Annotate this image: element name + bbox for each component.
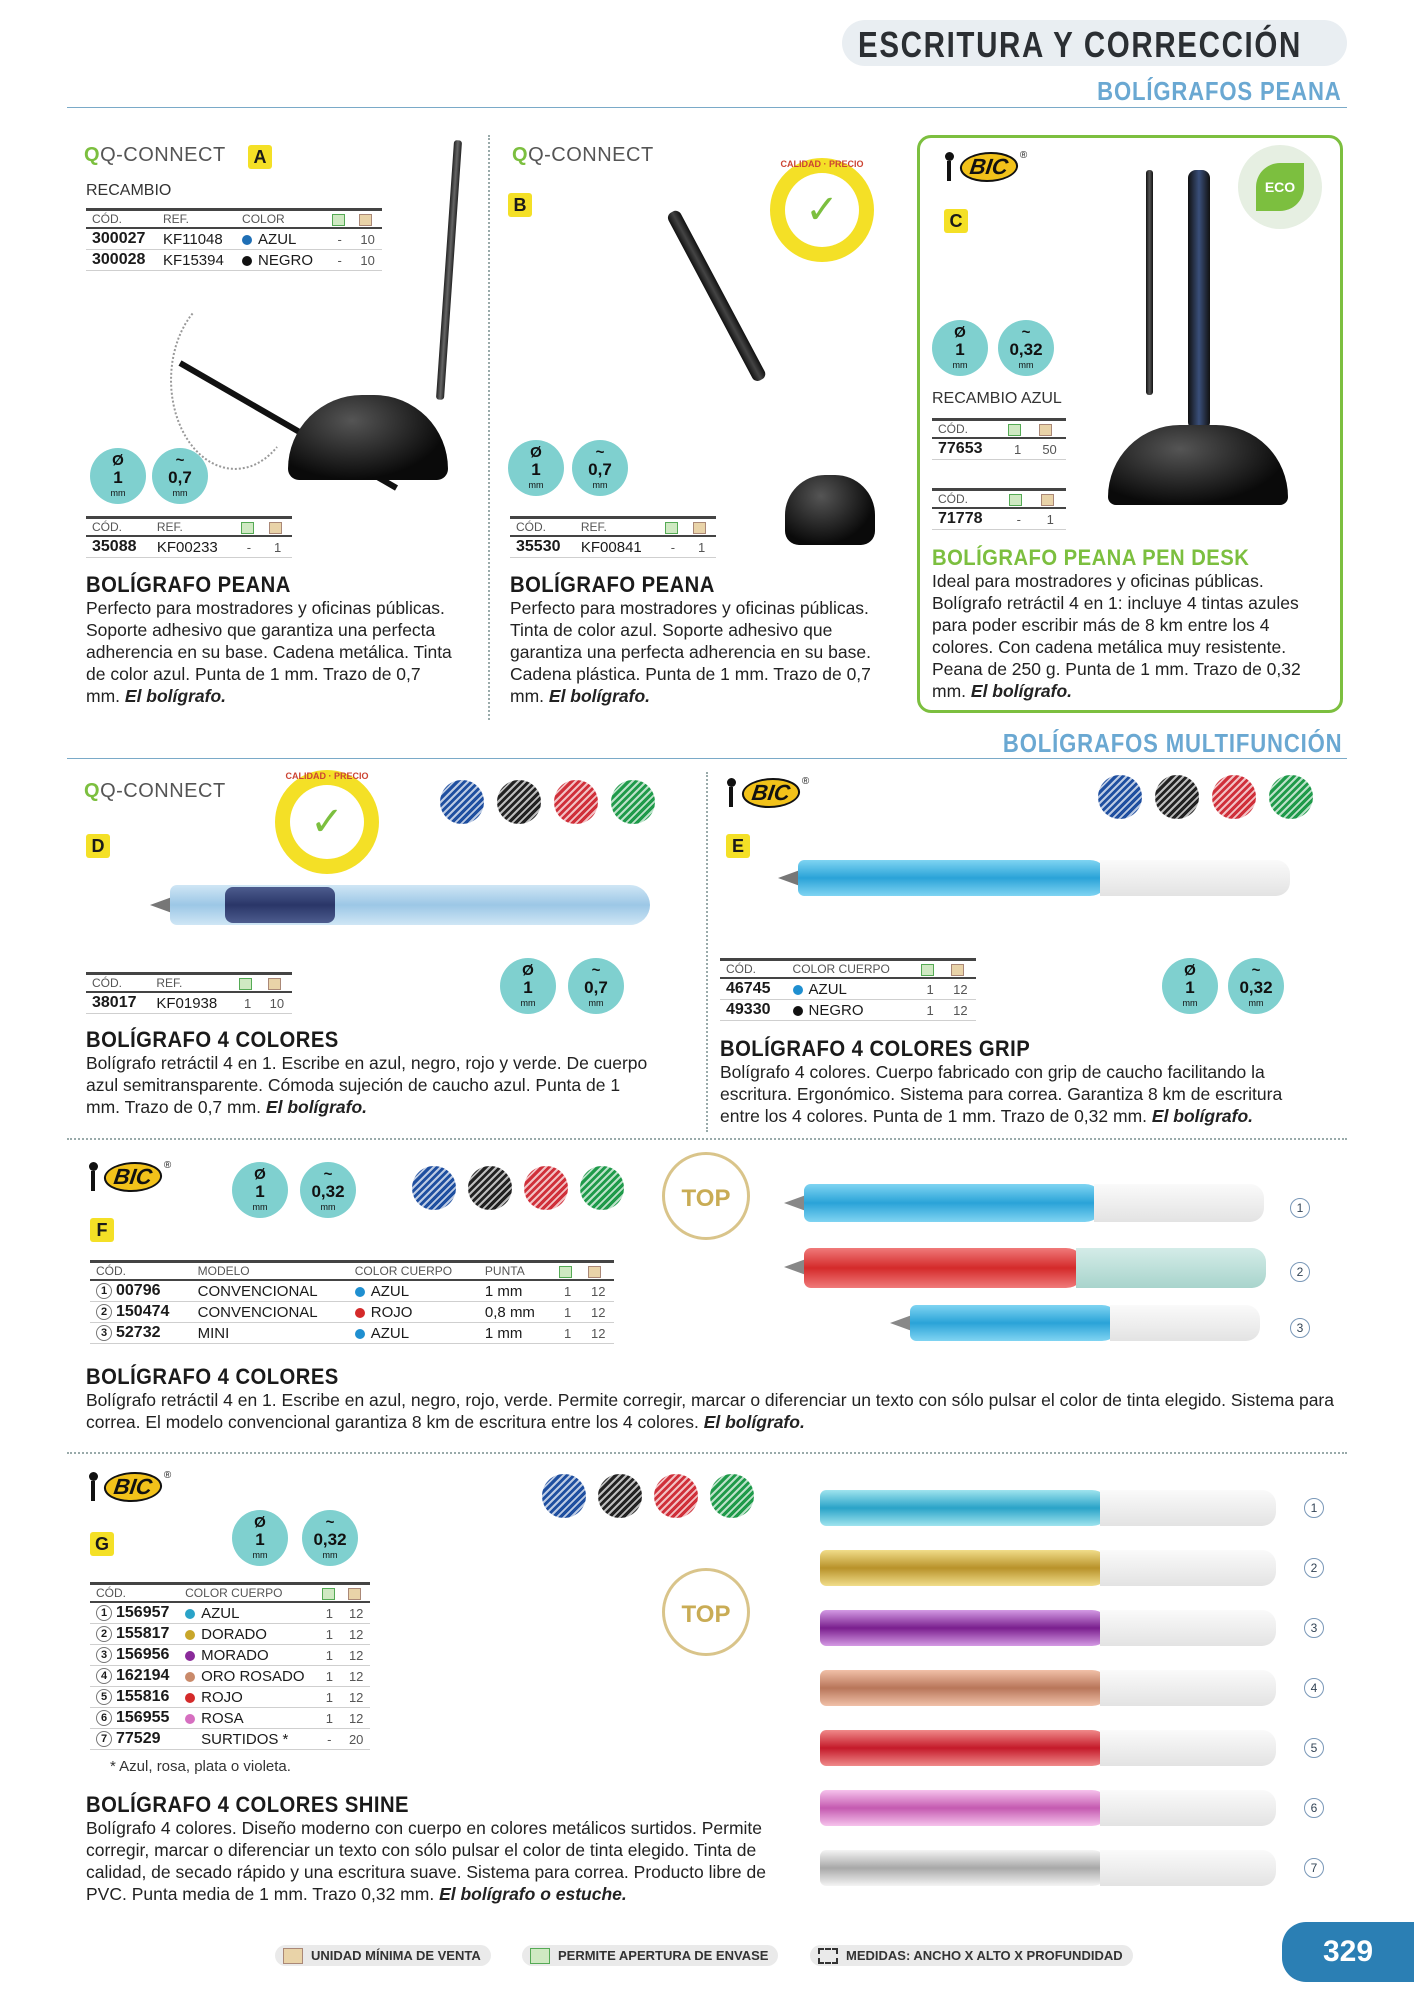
box-icon [283, 1948, 303, 1964]
table-row: 49330 NEGRO 1 12 [720, 1000, 976, 1021]
table-row: 38017 KF01938 1 10 [86, 992, 292, 1014]
pen-number: 2 [1304, 1558, 1324, 1578]
table-row: 46745 AZUL 1 12 [720, 978, 976, 1000]
ink-swatch-red [554, 780, 598, 824]
pen-f3-image [910, 1305, 1120, 1341]
color-dot [242, 235, 252, 245]
ink-swatch-red [654, 1474, 698, 1518]
pen-number: 3 [1290, 1318, 1310, 1338]
pen-number: 2 [1290, 1262, 1310, 1282]
pen-clicker [1100, 1730, 1276, 1766]
point-badge: Ø 1 mm [500, 958, 556, 1014]
product-letter-d: D [86, 834, 110, 858]
point-icon: Ø [112, 452, 124, 469]
pen-number: 1 [1290, 1198, 1310, 1218]
bic-boy-icon [940, 152, 958, 182]
brand-bic: BIC ® [940, 150, 1027, 184]
product-desc-f: Bolígrafo retráctil 4 en 1. Escribe en azul, negro, rojo, verde. Permite corregir, marcar o diferenciar un texto con sólo pulsar el color de tinta elegido. Sistema para correa. El modelo convencional garantiza 8 km de escritura entre los 4 colores. El bolígrafo. [86, 1390, 1334, 1432]
footer-legend-unidad: UNIDAD MÍNIMA DE VENTA [275, 1945, 491, 1966]
recambio-table: CÓD. 77653 1 50 [932, 418, 1066, 460]
pen-tip [778, 870, 800, 886]
footer-legend-apertura: PERMITE APERTURA DE ENVASE [522, 1945, 778, 1966]
product-table-b: CÓD. REF. 35530 KF00841 - 1 [510, 516, 716, 558]
brand-qconnect: QQ-CONNECT [84, 144, 226, 166]
open-pack-icon [241, 522, 254, 534]
calidad-precio-seal: ✓ CALIDAD · PRECIO [275, 770, 379, 874]
brand-bic: BIC ® [84, 1160, 171, 1194]
refill-image [436, 140, 462, 400]
refill-image [1146, 170, 1153, 395]
stroke-icon: ~ [175, 452, 185, 469]
pen-base-image [288, 395, 448, 480]
stroke-badge: ~ 0,32 mm [300, 1162, 356, 1218]
check-icon: ✓ [785, 173, 859, 247]
ink-swatch-black [1155, 775, 1199, 819]
table-row: 35088 KF00233 - 1 [86, 536, 292, 558]
pen-g4-image [820, 1670, 1110, 1706]
point-badge: Ø 1 mm [1162, 958, 1218, 1014]
table-row: 3 156956 MORADO 1 12 [90, 1645, 370, 1666]
pen-f2-image [804, 1248, 1086, 1288]
ink-swatch-black [598, 1474, 642, 1518]
pen-g6-image [820, 1790, 1110, 1826]
product-table-a: CÓD. REF. 35088 KF00233 - 1 [86, 516, 292, 558]
point-badge: Ø 1 mm [232, 1162, 288, 1218]
open-pack-icon [332, 214, 345, 226]
pen-tip [150, 897, 172, 913]
brand-qconnect: QQ-CONNECT [512, 144, 654, 166]
pen-clicker [1076, 1248, 1266, 1288]
ink-swatch-blue [440, 780, 484, 824]
divider [67, 1452, 1347, 1454]
product-table-c: CÓD. 71778 - 1 [932, 488, 1066, 530]
check-icon: ✓ [290, 785, 364, 859]
recambio-table [86, 208, 382, 271]
dimensions-icon [818, 1948, 838, 1964]
product-title-e: BOLÍGRAFO 4 COLORES GRIP [720, 1036, 1031, 1061]
pen-g7-image [820, 1850, 1110, 1886]
product-letter-c: C [944, 209, 968, 233]
pen-clicker [1100, 1790, 1276, 1826]
point-badge: Ø 1 mm [232, 1510, 288, 1566]
pen-number: 7 [1304, 1858, 1324, 1878]
table-row: 2 155817 DORADO 1 12 [90, 1624, 370, 1645]
point-badge: Ø 1 mm [90, 448, 146, 504]
table-row: 7 77529 SURTIDOS * - 20 [90, 1729, 370, 1750]
pen-image [1188, 170, 1210, 430]
pen-base-image [785, 475, 875, 545]
table-row: 300028 KF15394 NEGRO - 10 [86, 250, 382, 271]
product-letter-g: G [90, 1532, 114, 1556]
pen-clicker [1094, 1184, 1264, 1222]
brand-name: Q-CONNECT [100, 144, 226, 166]
product-letter-b: B [508, 193, 532, 217]
col-ref: REF. [157, 210, 236, 229]
table-row: 35530 KF00841 - 1 [510, 536, 716, 558]
pen-f1-image [804, 1184, 1104, 1222]
rubber-grip [225, 887, 335, 923]
pen-clicker [1110, 1305, 1260, 1341]
table-row: 2 150474 CONVENCIONAL ROJO 0,8 mm 1 12 [90, 1302, 614, 1323]
box-icon [269, 522, 282, 534]
point-badge: Ø 1 mm [508, 440, 564, 496]
top-seal: TOP [662, 1568, 750, 1656]
product-table-f: CÓD. MODELO COLOR CUERPO PUNTA 1 00796 CONVENCIONAL AZUL 1 mm 1 12 2 150474 CONVENCIONAL ROJO 0,8 mm 1 12 3 52732 MINI AZUL 1 mm 1 12 [90, 1260, 614, 1344]
page-title: ESCRITURA Y CORRECCIÓN [858, 24, 1302, 65]
product-desc-d: Bolígrafo retráctil 4 en 1. Escribe en azul, negro, rojo y verde. De cuerpo azul semitransparente. Cómoda sujeción de caucho azul. Punta de 1 mm. Trazo de 0,7 mm. El bolígrafo. [86, 1053, 648, 1117]
box-icon [359, 214, 372, 226]
pen-clicker [1100, 1490, 1276, 1526]
point-badge: Ø 1 mm [932, 320, 988, 376]
divider [488, 135, 490, 720]
product-title-c: BOLÍGRAFO PEANA PEN DESK [932, 545, 1250, 570]
page-number: 329 [1282, 1922, 1414, 1982]
product-title-a: BOLÍGRAFO PEANA [86, 572, 291, 597]
product-letter-e: E [726, 834, 750, 858]
eco-badge: ECO [1238, 145, 1322, 229]
pen-number: 6 [1304, 1798, 1324, 1818]
pen-clicker [1100, 1610, 1276, 1646]
pen-image [666, 209, 768, 383]
product-title-g: BOLÍGRAFO 4 COLORES SHINE [86, 1792, 410, 1817]
pen-number: 4 [1304, 1678, 1324, 1698]
table-row: 3 52732 MINI AZUL 1 mm 1 12 [90, 1323, 614, 1344]
color-dot [242, 256, 252, 266]
recambio-label: RECAMBIO [86, 182, 172, 199]
brand-bic: BIC ® [84, 1470, 171, 1504]
divider [67, 1138, 1347, 1140]
stroke-badge: ~ 0,32 mm [998, 320, 1054, 376]
ink-swatch-red [1212, 775, 1256, 819]
pen-g3-image [820, 1610, 1110, 1646]
pen-e-image [798, 860, 1108, 896]
section-title-multi: BOLÍGRAFOS MULTIFUNCIÓN [1002, 728, 1342, 758]
divider [706, 772, 708, 1132]
stroke-badge: ~ 0,7 mm [152, 448, 208, 504]
footer-legend-medidas: MEDIDAS: ANCHO X ALTO X PROFUNDIDAD [810, 1945, 1133, 1966]
table-row: 1 00796 CONVENCIONAL AZUL 1 mm 1 12 [90, 1280, 614, 1302]
product-desc-b: Perfecto para mostradores y oficinas públicas. Tinta de color azul. Soporte adhesivo que garantiza una perfecta adherencia en su base. Cadena plástica. Punta de 1 mm. Trazo de 0,7 mm. El bolígrafo. [510, 598, 871, 706]
recambio-label: RECAMBIO AZUL [932, 390, 1062, 407]
product-table-g: CÓD. COLOR CUERPO 1 156957 AZUL 1 12 2 155817 DORADO 1 12 3 156956 MORADO 1 12 4 162194 ORO ROSADO 1 12 5 155816 ROJO 1 12 6 156955 ROSA 1 12 7 77529 SURTIDOS * - 20 [90, 1582, 370, 1750]
ink-swatch-green [710, 1474, 754, 1518]
pen-clicker [1100, 1670, 1276, 1706]
col-color: COLOR [236, 210, 326, 229]
product-title-d: BOLÍGRAFO 4 COLORES [86, 1027, 339, 1052]
table-row: 5 155816 ROJO 1 12 [90, 1687, 370, 1708]
stroke-badge: ~ 0,32 mm [302, 1510, 358, 1566]
open-pack-icon [530, 1948, 550, 1964]
pen-number: 5 [1304, 1738, 1324, 1758]
product-desc-a: Perfecto para mostradores y oficinas públicas. Soporte adhesivo que garantiza una perfecta adherencia en su base. Cadena metálica. Tinta de color azul. Punta de 1 mm. Trazo de 0,7 mm. El bolígrafo. [86, 598, 452, 706]
brand-qconnect: QQ-CONNECT [84, 780, 226, 802]
ink-swatch-black [497, 780, 541, 824]
table-row: 1 156957 AZUL 1 12 [90, 1602, 370, 1624]
ink-swatch-black [468, 1166, 512, 1210]
pen-clicker [1100, 1850, 1276, 1886]
brand-bic: BIC ® [722, 776, 809, 810]
pen-clicker [1100, 860, 1290, 896]
product-letter-a: A [248, 145, 272, 169]
pen-g1-image [820, 1490, 1110, 1526]
product-table-e: CÓD. COLOR CUERPO 46745 AZUL 1 12 49330 NEGRO 1 12 [720, 958, 976, 1021]
product-letter-f: F [90, 1218, 114, 1242]
stroke-badge: ~ 0,7 mm [572, 440, 628, 496]
product-desc-c: Ideal para mostradores y oficinas públicas. Bolígrafo retráctil 4 en 1: incluye 4 tintas azules para poder escribir más de 8 km entre los 4 colores. Con cadena metálica muy resistente. Peana de 250 g. Punta de 1 mm. Trazo de 0,32 mm. El bolígrafo. [932, 571, 1301, 701]
stroke-badge: ~ 0,32 mm [1228, 958, 1284, 1014]
product-desc-e: Bolígrafo 4 colores. Cuerpo fabricado con grip de caucho facilitando la escritura. Ergonómico. Sistema para correa. Garantiza 8 km de escritura entre los 4 colores. Punta de 1 mm. Trazo de 0,32 mm. El bolígrafo. [720, 1062, 1283, 1126]
product-title-f: BOLÍGRAFO 4 COLORES [86, 1364, 339, 1389]
pen-g2-image [820, 1550, 1110, 1586]
table-row: 6 156955 ROSA 1 12 [90, 1708, 370, 1729]
ink-swatch-blue [542, 1474, 586, 1518]
product-title-b: BOLÍGRAFO PEANA [510, 572, 715, 597]
table-row: 71778 - 1 [932, 508, 1066, 530]
product-table-d: CÓD. REF. 38017 KF01938 1 10 [86, 972, 292, 1014]
ink-swatch-green [1269, 775, 1313, 819]
table-row: 77653 1 50 [932, 438, 1066, 460]
table-row: 4 162194 ORO ROSADO 1 12 [90, 1666, 370, 1687]
pen-number: 1 [1304, 1498, 1324, 1518]
footnote: * Azul, rosa, plata o violeta. [110, 1758, 291, 1775]
ink-swatch-green [580, 1166, 624, 1210]
ink-swatch-green [611, 780, 655, 824]
pen-clicker [1100, 1550, 1276, 1586]
ink-swatch-blue [1098, 775, 1142, 819]
stroke-badge: ~ 0,7 mm [568, 958, 624, 1014]
ink-swatch-red [524, 1166, 568, 1210]
section-title-peana: BOLÍGRAFOS PEANA [1097, 76, 1342, 106]
top-seal: TOP [662, 1152, 750, 1240]
ink-swatch-blue [412, 1166, 456, 1210]
table-row: 300027 KF11048 AZUL - 10 [86, 228, 382, 250]
product-desc-g: Bolígrafo 4 colores. Diseño moderno con cuerpo en colores metálicos surtidos. Permite corregir, marcar o diferenciar un texto con sólo pulsar el color de tinta elegido. Tinta de calidad, de secado rápido y una escritura suave. Sistema para correa. Producto libre de PVC. Punta media de 1 mm. Trazo 0,32 mm. El bolígrafo o estuche. [86, 1818, 766, 1904]
pen-g5-image [820, 1730, 1110, 1766]
chain-image [170, 290, 300, 470]
col-cod: CÓD. [86, 210, 157, 229]
section-rule [67, 758, 1347, 759]
pen-number: 3 [1304, 1618, 1324, 1638]
section-rule [67, 107, 1347, 108]
calidad-precio-seal: ✓ CALIDAD · PRECIO [770, 158, 874, 262]
